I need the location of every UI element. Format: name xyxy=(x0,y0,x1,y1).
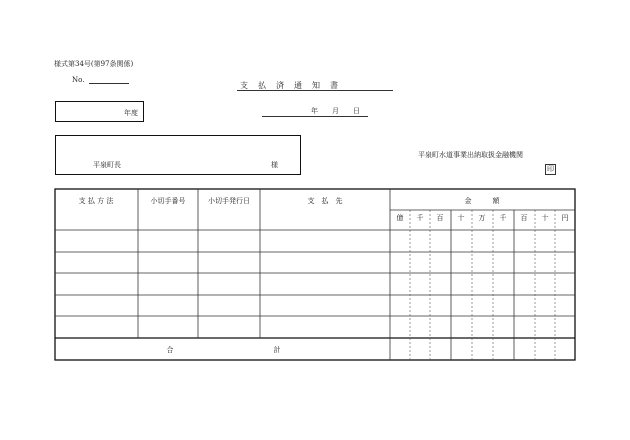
digit-header: 百 xyxy=(436,214,444,222)
no-label: No. xyxy=(72,76,85,84)
digit-header: 十 xyxy=(457,214,465,222)
digit-header: 億 xyxy=(396,214,404,222)
form-number: 様式第34号(第97条関係) xyxy=(54,60,134,68)
digit-header: 十 xyxy=(541,214,549,222)
date-label: 年 月 日 xyxy=(311,107,360,115)
total-label-2: 計 xyxy=(273,346,281,354)
header-payee: 支 払 先 xyxy=(307,197,343,205)
digit-header: 円 xyxy=(561,214,569,222)
digit-header: 千 xyxy=(416,214,424,222)
addressee-mayor: 平泉町長 xyxy=(93,161,121,169)
header-check-issue-date: 小切手発行日 xyxy=(208,197,250,205)
fiscal-year-label: 年度 xyxy=(124,109,138,117)
table-border xyxy=(55,189,575,360)
document-title: 支 払 済 通 知 書 xyxy=(240,81,339,90)
digit-header: 千 xyxy=(499,214,507,222)
header-method: 支 払 方 法 xyxy=(78,197,114,205)
digit-header: 百 xyxy=(520,214,528,222)
issuer-name: 平泉町水道事業出納取扱金融機関 xyxy=(418,151,523,159)
seal-mark: 印 xyxy=(547,165,554,173)
header-check-number: 小切手番号 xyxy=(150,197,186,205)
digit-header: 万 xyxy=(478,214,486,222)
header-amount: 金 額 xyxy=(464,197,500,205)
addressee-honorific: 様 xyxy=(271,161,278,169)
total-label-1: 合 xyxy=(166,346,174,354)
